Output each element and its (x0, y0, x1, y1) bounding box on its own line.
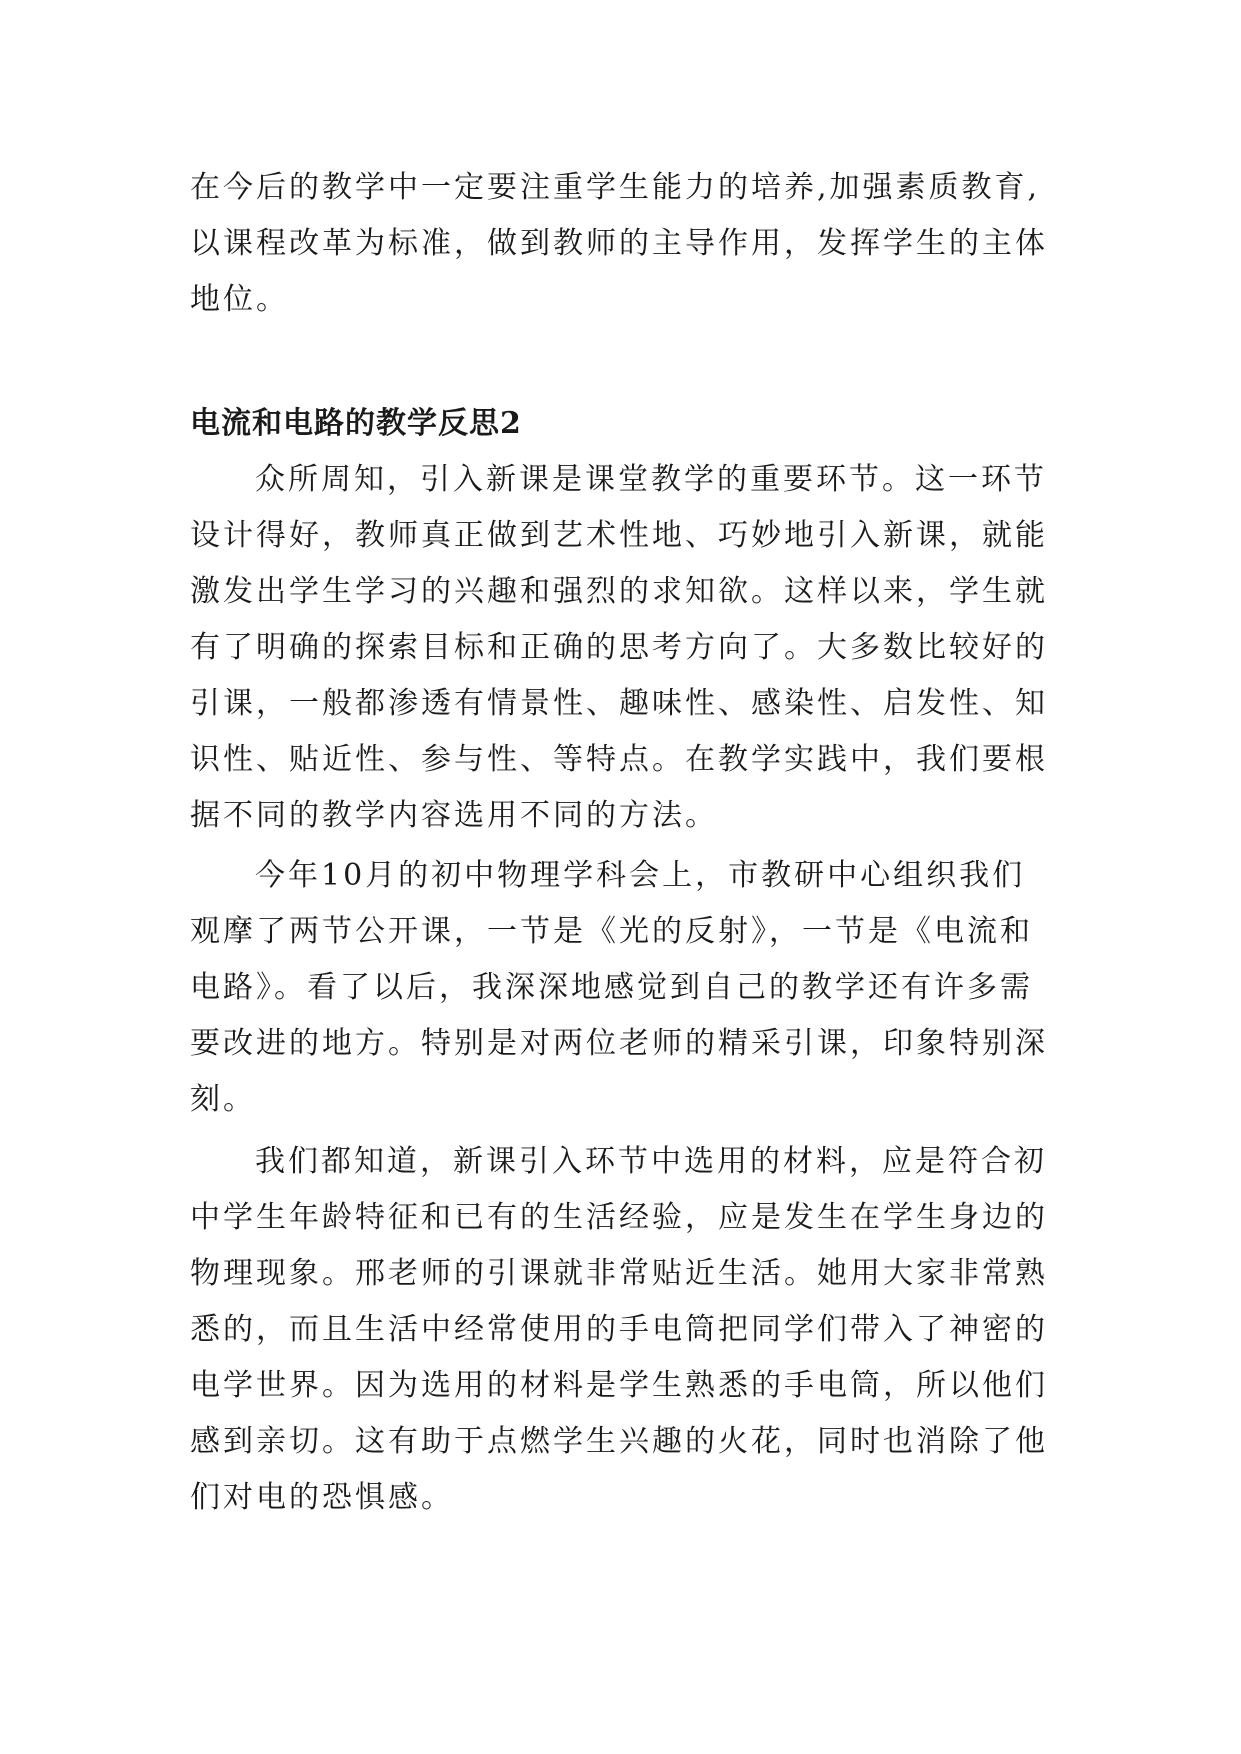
text-line: 中学生年龄特征和已有的生活经验，应是发生在学生身边的 (190, 1200, 1048, 1235)
text-line: 据不同的教学内容选用不同的方法。 (190, 798, 718, 833)
text-line: 设计得好，教师真正做到艺术性地、巧妙地引入新课，就能 (190, 518, 1048, 553)
text-line: 感到亲切。这有助于点燃学生兴趣的火花，同时也消除了他 (190, 1424, 1048, 1459)
text-line: 有了明确的探索目标和正确的思考方向了。大多数比较好的 (190, 630, 1048, 665)
text-line: 要改进的地方。特别是对两位老师的精采引课，印象特别深 (190, 1026, 1048, 1061)
text-line: 在今后的教学中一定要注重学生能力的培养,加强素质教育, (190, 170, 1041, 205)
text-line: 电路》。看了以后，我深深地感觉到自己的教学还有许多需 (190, 970, 1033, 1005)
text-line: 我们都知道，新课引入环节中选用的材料，应是符合初 (255, 1144, 1047, 1179)
text-line: 今年10月的初中物理学科会上，市教研中心组织我们 (255, 858, 1026, 893)
text-line: 电学世界。因为选用的材料是学生熟悉的手电筒，所以他们 (190, 1368, 1048, 1403)
text-line: 刻。 (190, 1082, 256, 1117)
text-line: 地位。 (190, 282, 289, 317)
text-line: 悉的，而且生活中经常使用的手电筒把同学们带入了神密的 (190, 1312, 1048, 1347)
text-line: 识性、贴近性、参与性、等特点。在教学实践中，我们要根 (190, 742, 1048, 777)
text-line: 众所周知，引入新课是课堂教学的重要环节。这一环节 (255, 462, 1047, 497)
text-line: 观摩了两节公开课，一节是《光的反射》，一节是《电流和 (190, 914, 1033, 949)
text-line: 们对电的恐惧感。 (190, 1480, 454, 1515)
text-line: 以课程改革为标准，做到教师的主导作用，发挥学生的主体 (190, 226, 1048, 261)
text-line: 引课，一般都渗透有情景性、趣味性、感染性、启发性、知 (190, 686, 1048, 721)
text-line: 物理现象。邢老师的引课就非常贴近生活。她用大家非常熟 (190, 1256, 1048, 1291)
text-line: 激发出学生学习的兴趣和强烈的求知欲。这样以来，学生就 (190, 574, 1048, 609)
section-title: 电流和电路的教学反思2 (190, 406, 522, 441)
